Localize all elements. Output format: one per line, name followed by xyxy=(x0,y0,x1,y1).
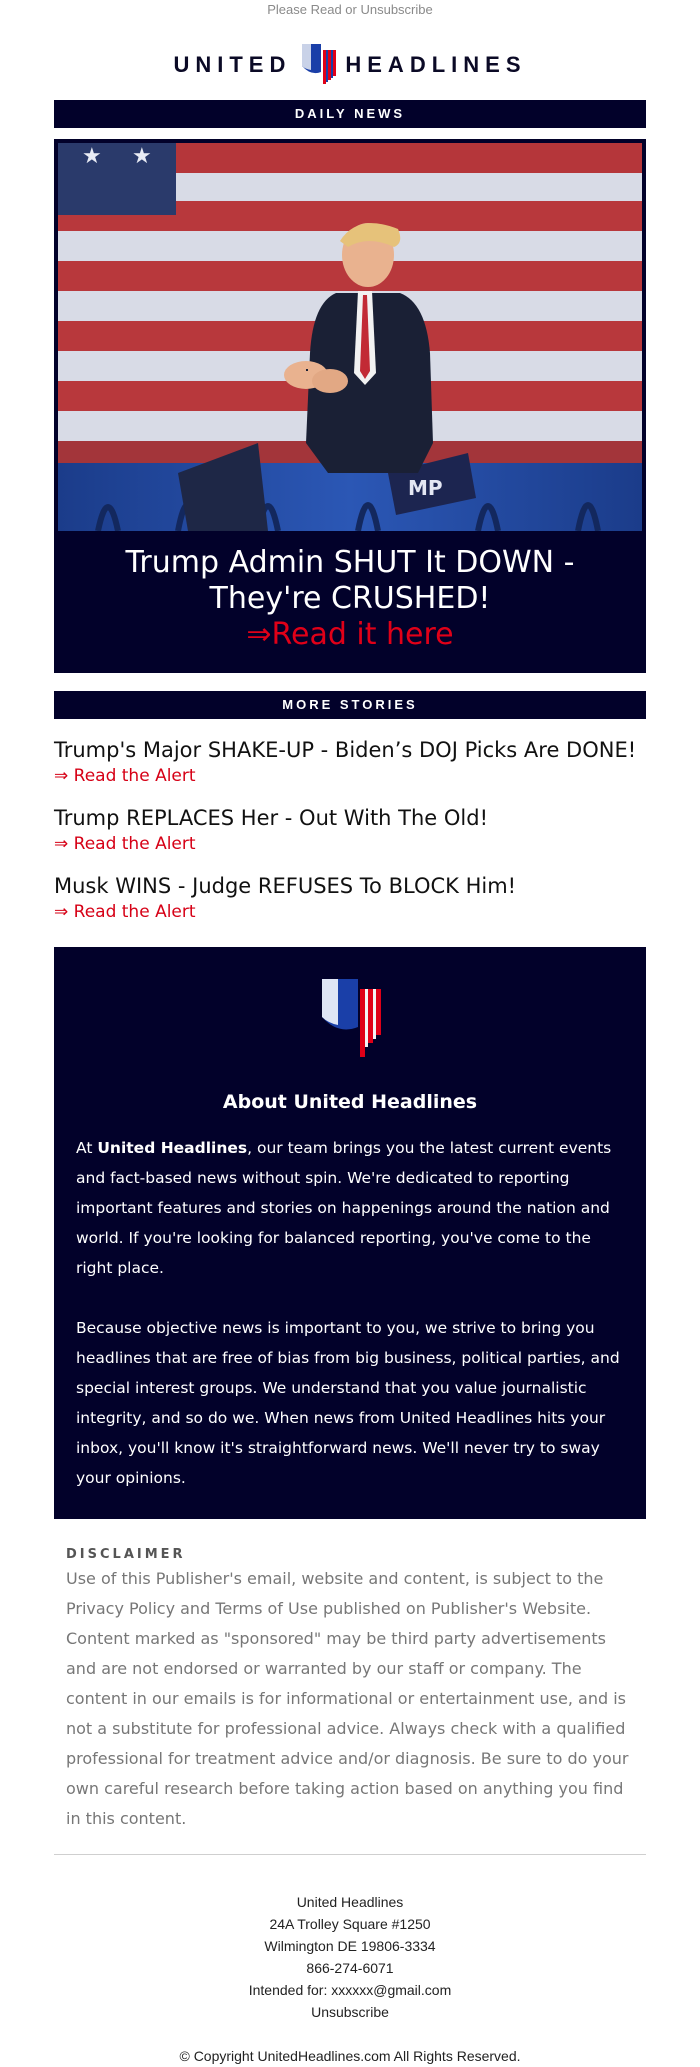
hero-banner-text: MP xyxy=(408,476,443,500)
logo[interactable] xyxy=(54,34,646,96)
story-read-link[interactable]: ⇒ Read the Alert xyxy=(54,902,196,922)
footer xyxy=(54,1855,646,2067)
footer-company: United Headlines xyxy=(296,1894,404,1910)
shield-logo-icon xyxy=(299,42,337,88)
hero-read-link[interactable] xyxy=(58,617,642,653)
hero-card[interactable] xyxy=(54,139,646,673)
arrow-right-icon: ⇒ xyxy=(246,617,272,652)
footer-address-line-2: Wilmington DE 19806-3334 xyxy=(264,1938,436,1954)
footer-intended-for: Intended for: xxxxxx@gmail.com xyxy=(248,1982,452,1998)
about-paragraph-1: At United Headlines, our team brings you the latest current events and fact-based news without spin. We're dedicated to reporting important features and stories on happenings around the nation and world. If you're looking for balanced reporting, you've come to the right place. xyxy=(76,1139,612,1277)
logo-word-left: UNITED xyxy=(173,52,292,77)
story-read-link[interactable]: ⇒ Read the Alert xyxy=(54,766,196,786)
more-stories-band: MORE STORIES xyxy=(54,691,646,719)
about-title: About United Headlines xyxy=(222,1091,478,1113)
about-section xyxy=(54,947,646,1519)
disclaimer-body: Use of this Publisher's email, website and content, is subject to the Privacy Policy and Terms of Use published on Publisher's Website. Content marked as "sponsored" may be third party advertisements and are not endorsed or warranted by our staff or company. The content in our emails is for informational or entertainment use, and is not a substitute for professional advice. Always check with a qualified professional for treatment advice and/or diagnosis. Be sure to do your own careful research before taking action based on anything you find in this content. xyxy=(66,1569,629,1828)
disclaimer-section xyxy=(54,1519,646,1848)
story-item[interactable] xyxy=(54,873,646,923)
daily-news-band: DAILY NEWS xyxy=(54,100,646,128)
story-title[interactable]: Musk WINS - Judge REFUSES To BLOCK Him! xyxy=(54,874,517,898)
email-container xyxy=(54,34,646,2067)
story-list xyxy=(54,737,646,923)
about-paragraph-2: Because objective news is important to you, we strive to bring you headlines that are free of bias from big business, political parties, and special interest groups. We understand that you value journalistic integrity, and so do we. When news from United Headlines hits your inbox, you'll know it's straightforward news. We'll never try to sway your opinions. xyxy=(76,1319,620,1487)
disclaimer-title: DISCLAIMER xyxy=(66,1547,186,1562)
shield-logo-icon xyxy=(318,975,382,1059)
footer-copyright: © Copyright UnitedHeadlines.com All Rights Reserved. xyxy=(179,2048,521,2064)
hero-read-label[interactable]: Read it here xyxy=(271,617,454,652)
unsubscribe-link[interactable]: Unsubscribe xyxy=(311,2004,389,2020)
footer-address-line-1: 24A Trolley Square #1250 xyxy=(269,1916,431,1932)
story-item[interactable] xyxy=(54,805,646,855)
footer-phone: 866-274-6071 xyxy=(306,1960,394,1976)
story-title[interactable]: Trump REPLACES Her - Out With The Old! xyxy=(54,806,489,830)
story-read-link[interactable]: ⇒ Read the Alert xyxy=(54,834,196,854)
about-brand-name: United Headlines xyxy=(97,1139,248,1157)
logo-word-right: HEADLINES xyxy=(345,52,527,77)
story-item[interactable] xyxy=(54,737,646,787)
preheader-link[interactable]: Please Read or Unsubscribe xyxy=(267,2,433,17)
story-title[interactable]: Trump's Major SHAKE-UP - Biden’s DOJ Picks Are DONE! xyxy=(54,738,637,762)
hero-headline[interactable]: Trump Admin SHUT It DOWN - They're CRUSHED! xyxy=(125,545,575,616)
hero-image[interactable] xyxy=(58,143,642,531)
svg-text:★: ★ xyxy=(132,144,152,169)
preheader[interactable] xyxy=(0,0,700,20)
svg-text:★: ★ xyxy=(82,144,102,169)
